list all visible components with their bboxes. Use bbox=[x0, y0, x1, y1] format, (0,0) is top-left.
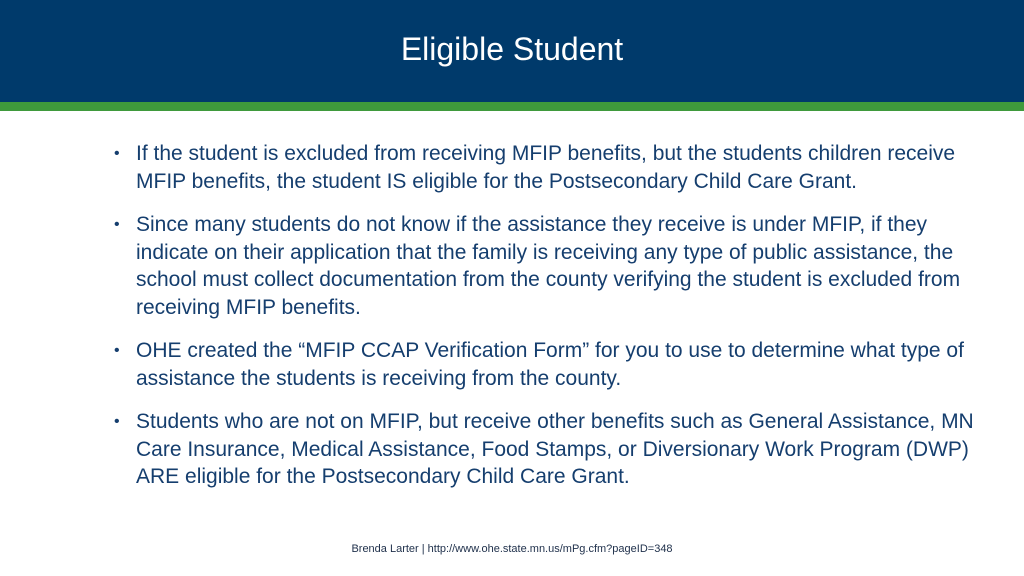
footer-text: Brenda Larter | http://www.ohe.state.mn.us/mPg.cfm?pageID=348 bbox=[351, 543, 673, 555]
bullet-icon: • bbox=[114, 413, 120, 430]
bullet-text: Students who are not on MFIP, but receive other benefits such as General Assistance, MN Care Insurance, Medical Assistance, Food Stamps, or Diversionary Work Program (DWP) ARE eligible for the Postsecondary Child Care Grant. bbox=[136, 410, 974, 488]
bullet-item bbox=[114, 408, 994, 491]
bullet-list bbox=[114, 140, 994, 507]
bullet-icon: • bbox=[114, 145, 120, 162]
bullet-text: OHE created the “MFIP CCAP Verification Form” for you to use to determine what type of assistance the students is receiving from the county. bbox=[136, 339, 964, 390]
bullet-item bbox=[114, 211, 994, 321]
bullet-text: Since many students do not know if the assistance they receive is under MFIP, if they indicate on their application that the family is receiving any type of public assistance, the school must collect documentation from the county verifying the student is excluded from receiving MFIP benefits. bbox=[136, 213, 961, 319]
bullet-item bbox=[114, 140, 994, 195]
bullet-text: If the student is excluded from receiving MFIP benefits, but the students children receive MFIP benefits, the student IS eligible for the Postsecondary Child Care Grant. bbox=[136, 142, 956, 193]
bullet-icon: • bbox=[114, 216, 120, 233]
bullet-item bbox=[114, 337, 994, 392]
accent-bar bbox=[0, 102, 1024, 111]
bullet-icon: • bbox=[114, 342, 120, 359]
slide-title: Eligible Student bbox=[400, 31, 624, 67]
